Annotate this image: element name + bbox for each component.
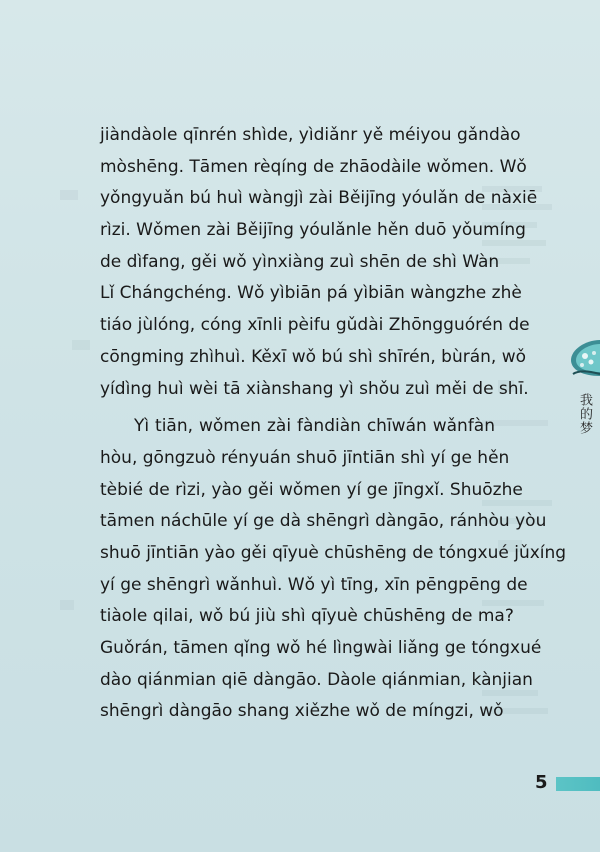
text-line: dào qiánmian qiē dàngāo. Dàole qiánmian, kànjian: [100, 669, 533, 690]
text-line: yǒngyuǎn bú huì wàngjì zài Běijīng yóulǎn de nàxiē: [100, 188, 538, 209]
paragraph-first-line: Yì tiān, wǒmen zài fàndiàn chīwán wǎnfàn: [134, 416, 495, 437]
ornament-icon: [567, 338, 600, 378]
page-tab-bar: [556, 777, 600, 791]
text-line: tiáo jùlóng, cóng xīnli pèifu gǔdài Zhōngguórén de: [100, 315, 530, 336]
text-line: shuō jīntiān yào gěi qīyuè chūshēng de tóngxué jǔxíng: [100, 542, 567, 563]
text-line: shēngrì dàngāo shang xiězhe wǒ de míngzi, wǒ: [100, 701, 504, 722]
text-line: mòshēng. Tāmen rèqíng de zhāodàile wǒmen. Wǒ: [100, 156, 527, 177]
text-line: yídìng huì wèi tā xiànshang yì shǒu zuì měi de shī.: [100, 378, 529, 399]
body-text: [100, 120, 567, 728]
page-number: 5: [535, 772, 548, 793]
text-line: rìzi. Wǒmen zài Běijīng yóulǎnle hěn duō yǒumíng: [100, 220, 526, 241]
text-line: tāmen náchūle yí ge dà shēngrì dàngāo, ránhòu yòu: [100, 511, 547, 532]
text-line: Guǒrán, tāmen qǐng wǒ hé lìngwài liǎng ge tóngxué: [100, 638, 542, 658]
text-line: tiàole qilai, wǒ bú jiù shì qīyuè chūshēng de ma?: [100, 606, 514, 627]
text-line: de dìfang, gěi wǒ yìnxiàng zuì shēn de shì Wàn: [100, 251, 500, 272]
text-line: yí ge shēngrì wǎnhuì. Wǒ yì tīng, xīn pēngpēng de: [100, 574, 528, 595]
text-line: cōngming zhìhuì. Kěxī wǒ bú shì shīrén, bùrán, wǒ: [100, 346, 527, 367]
text-line: tèbié de rìzi, yào gěi wǒmen yí ge jīngxǐ. Shuōzhe: [100, 479, 523, 500]
text-line: Lǐ Chángchéng. Wǒ yìbiān pá yìbiān wàngzhe zhè: [100, 283, 522, 304]
text-line: hòu, gōngzuò rényuán shuō jīntiān shì yí ge hěn: [100, 447, 510, 468]
text-line: jiàndàole qīnrén shìde, yìdiǎnr yě méiyou gǎndào: [100, 125, 521, 145]
chapter-side-title: 我的梦: [577, 393, 592, 435]
